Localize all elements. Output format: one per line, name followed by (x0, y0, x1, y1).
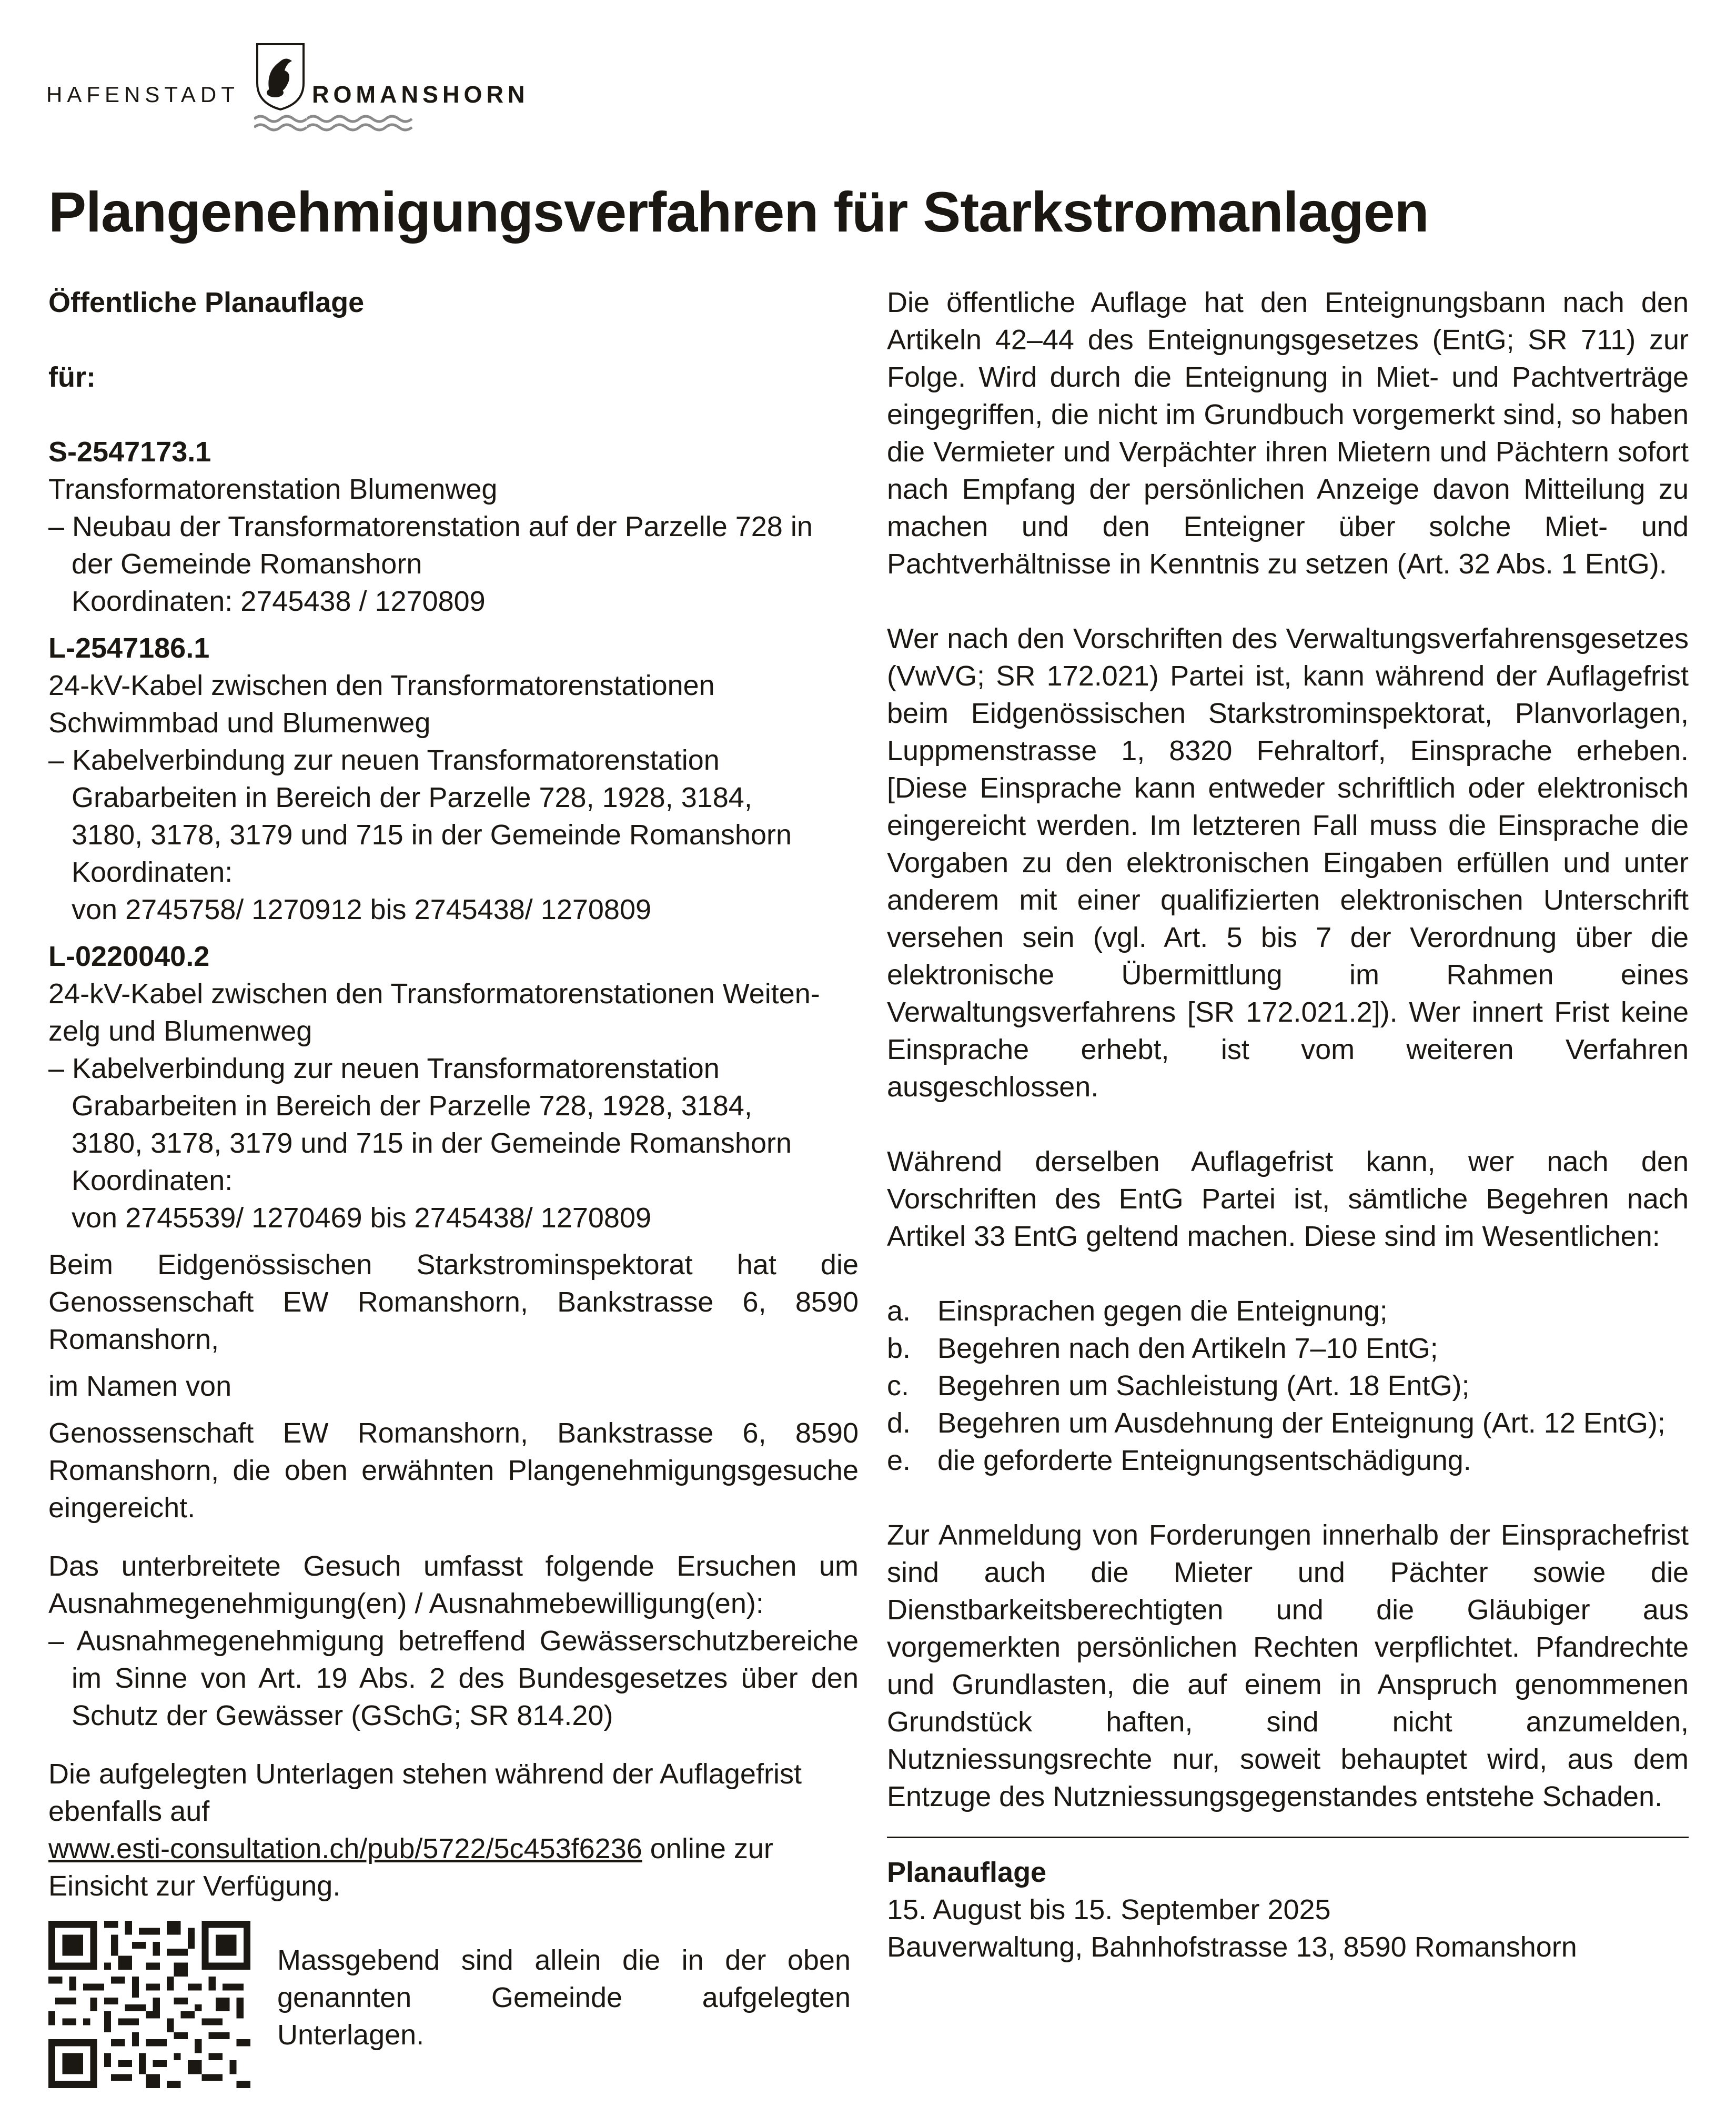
section-title: Öffentliche Planauflage (48, 287, 365, 318)
list-item (887, 1367, 1689, 1405)
project-3 (48, 938, 859, 1237)
project-line: Koordinaten: (72, 856, 233, 888)
list-item (887, 1405, 1689, 1442)
list-marker: d. (887, 1407, 911, 1439)
project-2 (48, 630, 859, 929)
list-marker: c. (887, 1370, 910, 1402)
paragraph-registration: Zur Anmeldung von Forderungen innerhalb der Einsprachefrist sind auch die Mieter und Pächter sowie die Dienstbarkeitsberechtigten und die Gläubiger aus vorgemerkten persönlichen Rechten verpflichtet. Pfandrechte und Grundlasten, die auf einem in Anspruch genommenen Grundstück haften, sind nicht anzumelden, Nutzniessungsrechte nur, soweit behauptet wird, aus dem Entzuge des Nutzniessungsgegenstandes entstehe Schaden. (887, 1519, 1689, 1812)
request-intro: Das unterbreitete Gesuch umfasst folgende Ersuchen um Ausnahmegenehmigung(en) / Ausnahmebewilligung(en): (48, 1550, 859, 1619)
project-line: 3180, 3178, 3179 und 715 in der Gemeinde Romanshorn (72, 819, 792, 851)
request-item: – Ausnahmegenehmigung betreffend Gewässerschutzbereiche im Sinne von Art. 19 Abs. 2 des Bundesgesetzes über den Schutz der Gewässer (GSchG; SR 814.20) (48, 1625, 859, 1731)
project-line: 3180, 3178, 3179 und 715 in der Gemeinde Romanshorn (72, 1127, 792, 1159)
behalf-text: Genossenschaft EW Romanshorn, Bankstrasse 6, 8590 Romanshorn, die oben erwähnten Plangenehmigungsgesuche eingereicht. (48, 1417, 859, 1524)
list-text: Begehren um Sachleistung (Art. 18 EntG); (937, 1370, 1470, 1402)
plan-title: Planauflage (887, 1857, 1047, 1888)
list-text: die geforderte Enteignungsentschädigung. (937, 1445, 1471, 1476)
project-coords: von 2745758/ 1270912 bis 2745438/ 1270809 (72, 894, 652, 925)
for-label: für: (48, 361, 96, 393)
project-coords: Koordinaten: 2745438 / 1270809 (72, 586, 486, 617)
project-line: Grabarbeiten in Bereich der Parzelle 728, 1928, 3184, (72, 1090, 752, 1122)
list-item (887, 1330, 1689, 1367)
logo-text-left: HAFENSTADT (46, 82, 239, 107)
project-bullet: – Kabelverbindung zur neuen Transformatorenstation (48, 744, 720, 776)
page-title: Plangenehmigungsverfahren für Starkstromanlagen (48, 180, 1429, 244)
plan-dates: 15. August bis 15. September 2025 (887, 1894, 1331, 1926)
project-id: L-0220040.2 (48, 941, 210, 972)
project-bullet: – Neubau der Transformatorenstation auf der Parzelle 728 in (48, 511, 813, 542)
list-text: Begehren um Ausdehnung der Enteignung (Art. 12 EntG); (937, 1407, 1666, 1439)
applicant-text: Beim Eidgenössischen Starkstrominspektorat hat die Genossenschaft EW Romanshorn, Bankstrasse 6, 8590 Romanshorn, (48, 1249, 859, 1355)
consultation-link[interactable]: www.esti-consultation.ch/pub/5722/5c453f6236 (48, 1833, 642, 1864)
qr-note: Massgebend sind allein die in der oben genannten Gemeinde aufgelegten Unterlagen. (277, 1944, 851, 2051)
docs-post: online zur Einsicht zur Verfügung. (48, 1833, 773, 1902)
project-id: L-2547186.1 (48, 632, 210, 664)
on-behalf-label: im Namen von (48, 1370, 232, 1402)
project-id: S-2547173.1 (48, 436, 211, 468)
list-marker: b. (887, 1333, 911, 1364)
project-line: der Gemeinde Romanshorn (72, 548, 422, 580)
list-marker: a. (887, 1295, 911, 1327)
list-item (887, 1293, 1689, 1330)
project-line: Grabarbeiten in Bereich der Parzelle 728, 1928, 3184, (72, 782, 752, 813)
project-coords: von 2745539/ 1270469 bis 2745438/ 1270809 (72, 1202, 652, 1234)
paragraph-objection: Wer nach den Vorschriften des Verwaltungsverfahrensgesetzes (VwVG; SR 172.021) Partei ist, kann während der Auflagefrist beim Eidgenössischen Starkstrominspektorat, Planvorlagen, Luppmenstrasse 1, 8320 Fehraltorf, Einsprache erheben. [Diese Einsprache kann entweder schriftlich oder elektronisch eingereicht werden. Im letzteren Fall muss die Einsprache die Vorgaben zu den elektronischen Eingaben erfüllen und unter anderem mit einer qualifizierten elektronischen Unterschrift versehen sein (vgl. Art. 5 bis 7 der Verordnung über die elektronische Übermittlung im Rahmen eines Verwaltungsverfahrens [SR 172.021.2]). Wer innert Frist keine Einsprache erhebt, ist vom weiteren Verfahren ausgeschlossen. (887, 623, 1689, 1103)
paragraph-claims: Während derselben Auflagefrist kann, wer nach den Vorschriften des EntG Partei ist, sämtliche Begehren nach Artikel 33 EntG geltend machen. Diese sind im Wesentlichen: (887, 1146, 1689, 1252)
paragraph-expropriation: Die öffentliche Auflage hat den Enteignungsbann nach den Artikeln 42–44 des Enteignungsgesetzes (EntG; SR 711) zur Folge. Wird durch die Enteignung in Miet- und Pachtverträge eingegriffen, die nicht im Grundbuch vorgemerkt sind, so haben die Vermieter und Verpächter ihren Mietern und Pächtern sofort nach Empfang der persönlichen Anzeige davon Mitteilung zu machen und den Enteigner über solche Miet- und Pachtverhältnisse in Kenntnis zu setzen (Art. 32 Abs. 1 EntG). (887, 287, 1689, 580)
right-column (887, 284, 1689, 1966)
plan-place: Bauverwaltung, Bahnhofstrasse 13, 8590 Romanshorn (887, 1931, 1577, 1963)
list-marker: e. (887, 1445, 911, 1476)
coat-of-arms-icon (254, 41, 307, 136)
list-text: Begehren nach den Artikeln 7–10 EntG; (937, 1333, 1438, 1364)
project-name: zelg und Blumenweg (48, 1015, 312, 1047)
project-bullet: – Kabelverbindung zur neuen Transformatorenstation (48, 1053, 720, 1084)
list-item (887, 1442, 1689, 1479)
qr-section (48, 1921, 859, 2089)
list-text: Einsprachen gegen die Enteignung; (937, 1295, 1388, 1327)
project-name: Transformatorenstation Blumenweg (48, 473, 498, 505)
project-name: Schwimmbad und Blumenweg (48, 707, 431, 739)
logo-text-right: ROMANSHORN (312, 81, 529, 108)
project-1 (48, 434, 859, 620)
project-name: 24-kV-Kabel zwischen den Transformatorenstationen Weiten- (48, 978, 820, 1010)
left-column (48, 284, 859, 2089)
claims-list (887, 1293, 1689, 1479)
logo (46, 41, 529, 136)
docs-pre: Die aufgelegten Unterlagen stehen während der Auflagefrist ebenfalls auf (48, 1758, 802, 1827)
project-line: Koordinaten: (72, 1165, 233, 1196)
project-name: 24-kV-Kabel zwischen den Transformatorenstationen (48, 670, 715, 701)
qr-code-icon[interactable] (48, 1921, 250, 2088)
docs-text (48, 1756, 859, 1905)
